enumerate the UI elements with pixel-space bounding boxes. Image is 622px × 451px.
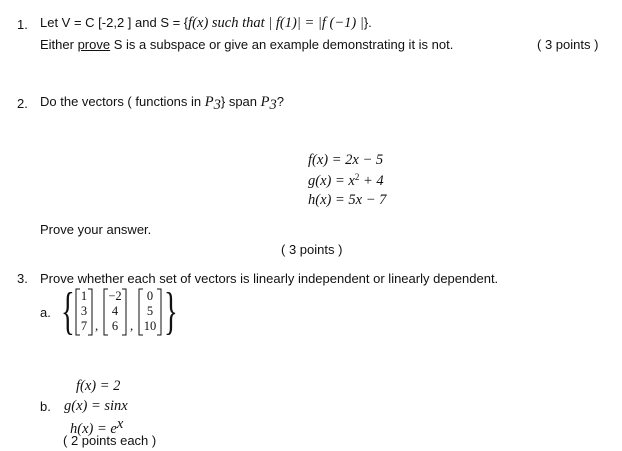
q2-h-definition: h(x) = 5x − 7 (308, 192, 387, 208)
vector-3-entry-2: 5 (146, 304, 154, 318)
q2-points: ( 3 points ) (281, 242, 343, 257)
q2-question-start: Do the vectors ( functions in (40, 94, 205, 109)
q2-g-definition (308, 172, 384, 190)
vector-2-entry-1: −2 (108, 289, 122, 303)
q3-points: ( 2 points each ) (63, 433, 157, 448)
q1-condition: | f(1)| = |f (−1) | (268, 15, 364, 31)
q2-number: 2. (17, 96, 28, 111)
vector-separator-2: , (130, 318, 134, 333)
vector-1-entry-2: 3 (80, 304, 88, 318)
q1-prove-underlined: prove (77, 37, 111, 52)
q2-question (40, 94, 284, 114)
q1-either: Either (40, 37, 78, 52)
q2-prove-answer: Prove your answer. (40, 222, 152, 237)
q3-b-h-pre: h(x) = e (70, 421, 117, 437)
q2-p3-second-sub: 3 (269, 97, 277, 113)
q1-let-text: Let V = C [-2,2 ] and S = { (40, 15, 189, 30)
vector-1 (75, 288, 93, 336)
q1-points: ( 3 points ) (537, 37, 599, 52)
q3-prompt: Prove whether each set of vectors is linearly independent or linearly dependent. (40, 271, 499, 286)
vector-2-entry-3: 6 (111, 319, 119, 333)
q2-g-post: + 4 (359, 173, 384, 189)
q2-f-definition: f(x) = 2x − 5 (308, 152, 384, 168)
q3-part-b-label: b. (40, 399, 51, 414)
q2-p3-first: P (204, 94, 214, 110)
q1-instruction (40, 37, 453, 52)
q2-p3-second: P (260, 94, 270, 110)
vector-3 (138, 288, 162, 336)
q1-statement (40, 15, 372, 32)
q1-close: }. (363, 15, 372, 30)
q1-rest: S is a subspace or give an example demonstrating it is not. (110, 37, 454, 52)
vector-2-entry-2: 4 (111, 304, 119, 318)
q3-number: 3. (17, 271, 28, 286)
q1-fx: f(x) (188, 15, 209, 31)
q3-part-a-label: a. (40, 305, 51, 320)
q3-b-h-sup: x (116, 416, 124, 432)
q3-b-f-definition: f(x) = 2 (76, 378, 121, 394)
q2-g-sup: 2 (354, 172, 360, 182)
vector-3-entry-1: 0 (146, 289, 154, 303)
vector-3-entry-3: 10 (143, 319, 157, 333)
vector-1-entry-1: 1 (80, 289, 88, 303)
set-right-brace: } (164, 283, 178, 340)
q3-b-g-definition: g(x) = sinx (64, 398, 128, 414)
vector-1-entry-3: 7 (80, 319, 88, 333)
vector-2 (103, 288, 127, 336)
vector-separator-1: , (95, 318, 99, 333)
q1-such-that: such that (208, 15, 269, 31)
q2-g-pre: g(x) = x (308, 173, 355, 189)
q1-number: 1. (17, 17, 28, 32)
set-left-brace: { (61, 283, 75, 340)
q2-p3-first-sub: 3 (213, 97, 221, 113)
q2-question-mid: } span (220, 94, 261, 109)
q2-question-end: ? (276, 94, 284, 109)
